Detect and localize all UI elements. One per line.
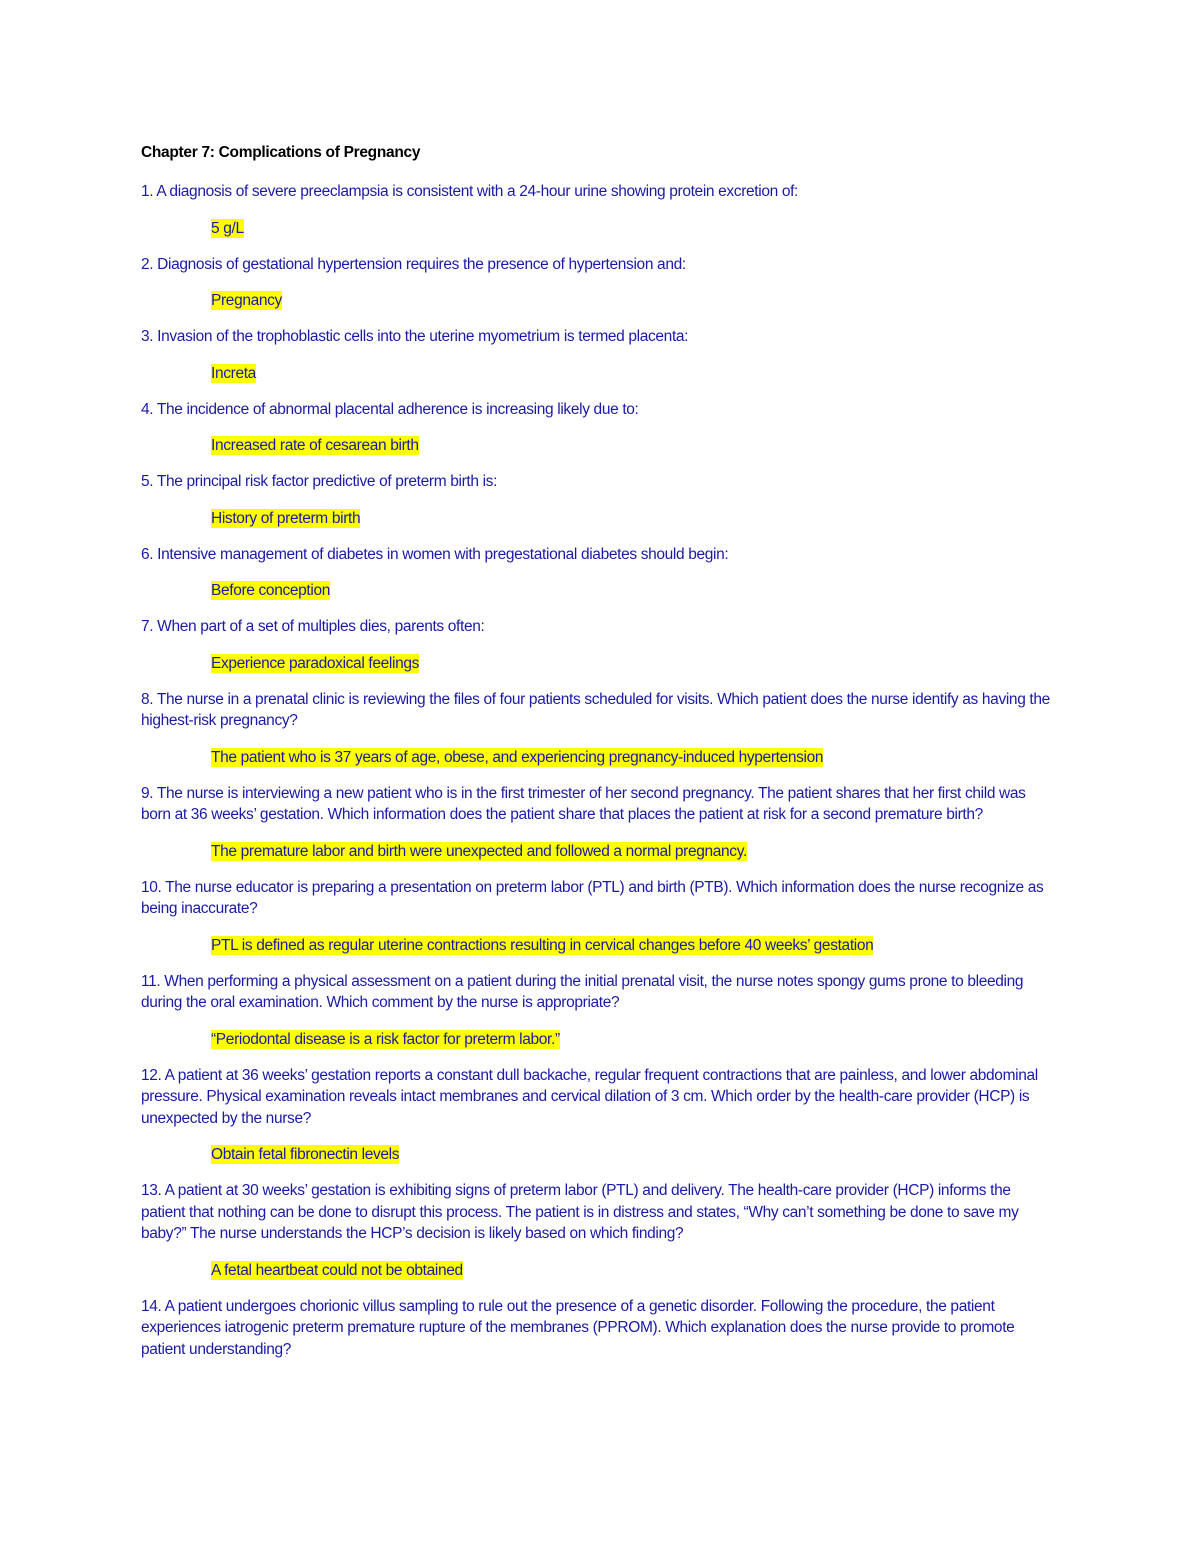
question-block <box>141 783 1056 863</box>
question-block <box>141 254 1056 313</box>
question-text: 2. Diagnosis of gestational hypertension requires the presence of hypertension and: <box>141 255 686 273</box>
question-text: 6. Intensive management of diabetes in women with pregestational diabetes should begin: <box>141 545 729 563</box>
question-text: 10. The nurse educator is preparing a presentation on preterm labor (PTL) and birth (PTB). Which information does the nurse recognize as being inaccurate? <box>141 878 1044 917</box>
answer-line <box>211 1260 1056 1282</box>
highlighted-answer: History of preterm birth <box>211 509 361 527</box>
question-text: 13. A patient at 30 weeks’ gestation is exhibiting signs of preterm labor (PTL) and delivery. The health-care provider (HCP) informs the patient that nothing can be done to disrupt this process. The patient is in distress and states, “Why can’t something be done to save my baby?” The nurse understands the HCP’s decision is likely based on which finding? <box>141 1182 1019 1242</box>
question-block <box>141 326 1056 385</box>
question-list <box>141 181 1056 1360</box>
answer-line <box>211 290 1056 312</box>
highlighted-answer: A fetal heartbeat could not be obtained <box>211 1261 463 1279</box>
question-block <box>141 399 1056 458</box>
answer-line <box>211 1144 1056 1166</box>
highlighted-answer: 5 g/L <box>211 219 244 237</box>
answer-line <box>211 1029 1056 1051</box>
question-text: 14. A patient undergoes chorionic villus sampling to rule out the presence of a genetic disorder. Following the procedure, the patient experiences iatrogenic preterm premature rupture of the membranes (PPROM). Which explanation does the nurse provide to promote patient understanding? <box>141 1297 1015 1358</box>
answer-line <box>211 435 1056 457</box>
question-block <box>141 471 1056 530</box>
answer-line <box>211 363 1056 385</box>
answer-line <box>211 747 1056 769</box>
question-block <box>141 616 1056 675</box>
answer-line <box>211 935 1056 957</box>
highlighted-answer: The patient who is 37 years of age, obese, and experiencing pregnancy-induced hypertension <box>211 748 824 766</box>
question-block <box>141 181 1056 240</box>
answer-line <box>211 508 1056 530</box>
highlighted-answer: Increta <box>211 364 256 382</box>
answer-line <box>211 218 1056 240</box>
question-block <box>141 544 1056 603</box>
question-text: 7. When part of a set of multiples dies, parents often: <box>141 618 485 635</box>
highlighted-answer: PTL is defined as regular uterine contractions resulting in cervical changes before 40 weeks’ gestation <box>211 936 874 954</box>
highlighted-answer: Pregnancy <box>211 292 282 309</box>
highlighted-answer: Increased rate of cesarean birth <box>211 437 419 454</box>
answer-line <box>211 580 1056 602</box>
highlighted-answer: Before conception <box>211 582 330 599</box>
question-text: 9. The nurse is interviewing a new patient who is in the first trimester of her second pregnancy. The patient shares that her first child was born at 36 weeks’ gestation. Which information does the patient share that places the patient at risk for a second premature birth? <box>141 784 1026 823</box>
page-title: Chapter 7: Complications of Pregnancy <box>141 144 421 161</box>
highlighted-answer: Obtain fetal fibronectin levels <box>211 1146 400 1163</box>
question-block <box>141 1065 1056 1167</box>
answer-line <box>211 841 1056 863</box>
question-text: 5. The principal risk factor predictive of preterm birth is: <box>141 473 498 490</box>
highlighted-answer: The premature labor and birth were unexpected and followed a normal pregnancy. <box>211 842 747 860</box>
question-block <box>141 971 1056 1051</box>
question-text: 3. Invasion of the trophoblastic cells into the uterine myometrium is termed placenta: <box>141 328 689 345</box>
question-text: 1. A diagnosis of severe preeclampsia is consistent with a 24-hour urine showing protein excretion of: <box>141 183 799 200</box>
highlighted-answer: Experience paradoxical feelings <box>211 654 420 672</box>
answer-line <box>211 653 1056 675</box>
question-text: 4. The incidence of abnormal placental adherence is increasing likely due to: <box>141 400 639 418</box>
question-block <box>141 689 1056 769</box>
question-text: 12. A patient at 36 weeks’ gestation reports a constant dull backache, regular frequent contractions that are painless, and lower abdominal pressure. Physical examination reveals intact membranes and cervical dilation of 3 cm. Which order by the health-care provider (HCP) is unexpected by the nurse? <box>141 1066 1038 1127</box>
document-page <box>141 143 1056 1375</box>
question-text: 11. When performing a physical assessment on a patient during the initial prenatal visit, the nurse notes spongy gums prone to bleeding during the oral examination. Which comment by the nurse is appropriate? <box>141 972 1024 1011</box>
question-block <box>141 1296 1056 1361</box>
highlighted-answer: “Periodontal disease is a risk factor for preterm labor.” <box>211 1030 560 1048</box>
question-block <box>141 877 1056 957</box>
question-block <box>141 1180 1056 1282</box>
question-text: 8. The nurse in a prenatal clinic is reviewing the files of four patients scheduled for visits. Which patient does the nurse identify as having the highest-risk pregnancy? <box>141 690 1050 729</box>
